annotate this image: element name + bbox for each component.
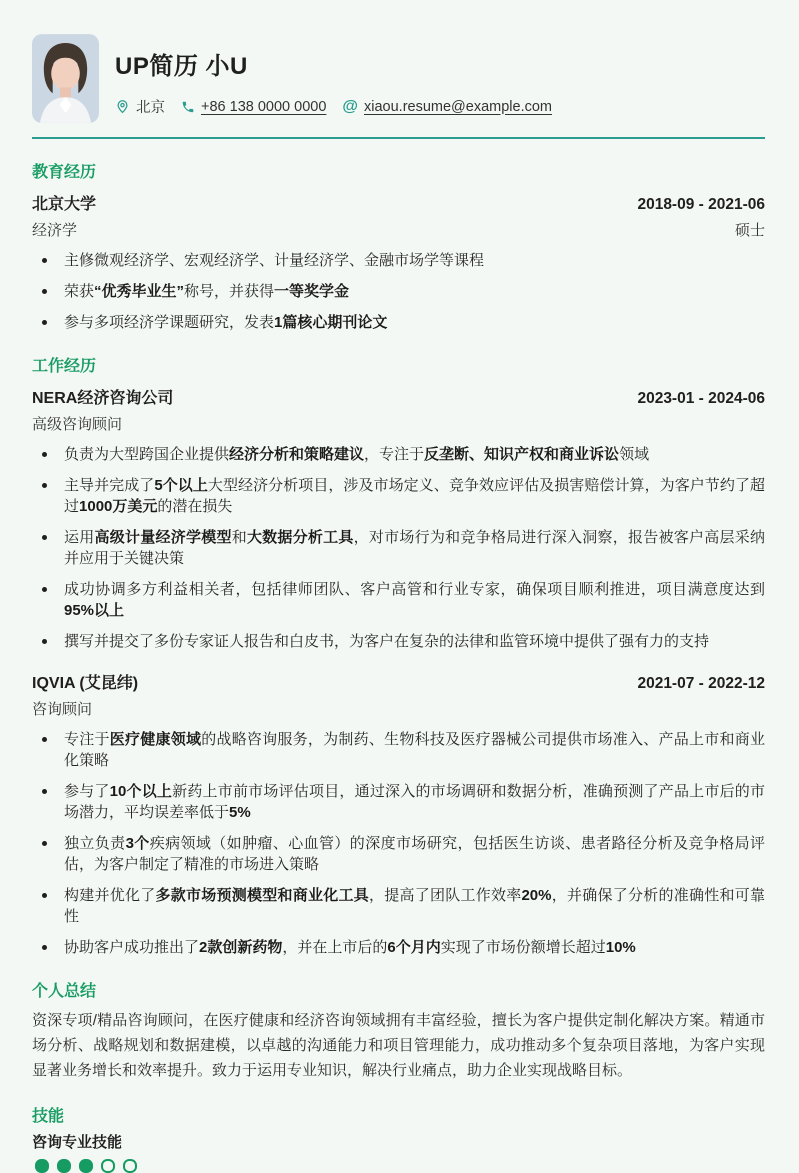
bullet-text: 运用 [64,529,95,546]
bullet-list [32,250,765,333]
bullet-text: 构建并优化了 [64,887,156,904]
bullet-item [32,937,765,958]
location-text: 北京 [136,100,165,116]
bullet-text: 和 [231,529,247,546]
organization-name: IQVIA (艾昆纬) [32,675,139,692]
resume-header [32,34,765,123]
bullet-text-bold: 20% [521,887,552,904]
bullet-text: 的潜在损失 [157,498,233,515]
entry-subtitle-row [32,413,765,434]
profile-photo [32,34,99,123]
bullet-item [32,527,765,569]
organization-name: 北京大学 [32,196,97,213]
bullet-text-bold: 经济分析和策略建议 [229,446,365,463]
experience-entry [32,191,765,333]
bullet-list [32,729,765,958]
rating-dot-empty [101,1159,115,1173]
contact-row [115,96,552,117]
bullet-text-bold: 高级计量经济学模型 [94,529,232,546]
bullet-item [32,312,765,333]
bullet-text: ，并确保了分析的准确性和可靠性 [64,887,765,925]
work-entries [32,385,765,958]
bullet-text: 成功协调多方利益相关者，包括律师团队、客户高管和行业专家，确保项目顺利推进，项目满意度达到 [64,581,765,598]
role-or-major: 经济学 [32,222,78,239]
bullet-item [32,475,765,517]
bullet-text: 主修微观经济学、宏观经济学、计量经济学、金融市场学等课程 [64,252,485,269]
bullet-text-bold: 大数据分析工具 [246,529,354,546]
entry-subtitle-row [32,219,765,240]
location-pin-icon [115,99,130,114]
bullet-text: 参与多项经济学课题研究，发表 [64,314,275,331]
bullet-text: 专注于 [64,731,110,748]
bullet-text-bold: 95%以上 [64,602,125,619]
section-title-education: 教育经历 [32,164,97,181]
bullet-text: 参与了 [64,783,110,800]
rating-dot-empty [123,1159,137,1173]
bullet-text-bold: 10个以上 [109,783,173,800]
section-title-skills: 技能 [32,1108,65,1125]
bullet-text-bold: 医疗健康领域 [109,731,202,748]
candidate-name: UP简历 小U [115,53,248,80]
bullet-item [32,833,765,875]
bullet-text: 协助客户成功推出了 [64,939,200,956]
bullet-text: ，对市场行为和竞争格局进行深入洞察，报告被客户高层采纳并应用于关键决策 [64,529,765,567]
role-or-major: 咨询顾问 [32,701,93,718]
bullet-text: 主导并完成了 [64,477,155,494]
bullet-text-bold: 1000万美元 [79,498,158,515]
date-range: 2023-01 - 2024-06 [637,390,765,407]
section-title-work: 工作经历 [32,358,97,375]
bullet-item [32,781,765,823]
bullet-text-bold: 反垄断、知识产权和商业诉讼 [424,446,620,463]
bullet-text: 新药上市前市场评估项目，通过深入的市场调研和数据分析，准确预测了产品上市后的市场潜力，平均误差率低于 [64,783,765,821]
bullet-item [32,250,765,271]
bullet-text: 撰写并提交了多份专家证人报告和白皮书，为客户在复杂的法律和监管环境中提供了强有力的支持 [64,633,710,650]
bullet-text-bold: 5个以上 [154,477,208,494]
rating-dot-filled [57,1159,71,1173]
bullet-text-bold: 5% [229,804,251,821]
bullet-text-bold: 3个 [125,835,150,852]
bullet-text-bold: 10% [605,939,636,956]
header-info [115,34,552,123]
at-icon: @ [342,97,358,115]
bullet-text-bold: “优秀毕业生” [94,283,185,300]
bullet-text: 大型经济分析项目，涉及市场定义、竞争效应评估及损害赔偿计算，为客户节约了超过 [64,477,765,515]
bullet-text: 称号，并获得 [184,283,275,300]
bullet-text-bold: 一等奖学金 [274,283,350,300]
bullet-text: ，专注于 [364,446,425,463]
skill-item [32,1131,765,1173]
bullet-item [32,281,765,302]
bullet-text: 独立负责 [64,835,126,852]
skill-name: 咨询专业技能 [32,1134,123,1151]
bullet-item [32,444,765,465]
section-education [32,159,765,333]
header-divider [32,137,765,139]
degree-or-note: 硕士 [734,222,765,239]
phone-text: +86 138 0000 0000 [201,98,327,115]
section-work [32,353,765,958]
bullet-text: ，提高了团队工作效率 [368,887,522,904]
entry-header-row [32,385,765,408]
organization-name: NERA经济咨询公司 [32,390,174,407]
experience-entry [32,385,765,652]
entry-header-row [32,670,765,693]
skills-list [32,1131,765,1173]
rating-dot-filled [35,1159,49,1173]
education-entries [32,191,765,333]
email-link[interactable] [342,99,552,115]
bullet-item [32,579,765,621]
summary-text: 资深专项/精品咨询顾问，在医疗健康和经济咨询领域拥有丰富经验，擅长为客户提供定制化解决方案。精通市场分析、战略规划和数据建模，以卓越的沟通能力和项目管理能力，成功推动多个复杂项目落地，为客户实现显著业务增长和效率提升。致力于运用专业知识，解决行业痛点，助力企业实现战略目标。 [32,1012,765,1079]
section-skills [32,1103,765,1173]
bullet-list [32,444,765,652]
bullet-item [32,729,765,771]
date-range: 2021-07 - 2022-12 [637,675,765,692]
entry-subtitle-row [32,698,765,719]
bullet-text: 荣获 [64,283,95,300]
phone-link[interactable] [181,99,326,115]
email-text: xiaou.resume@example.com [364,98,552,115]
profile-photo-illustration [32,34,99,123]
rating-dot-filled [79,1159,93,1173]
bullet-text: 的战略咨询服务，为制药、生物科技及医疗器械公司提供市场准入、产品上市和商业化策略 [64,731,765,769]
date-range: 2018-09 - 2021-06 [637,196,765,213]
entry-header-row [32,191,765,214]
bullet-text: 疾病领域（如肿瘤、心血管）的深度市场研究，包括医生访谈、患者路径分析及竞争格局评估，为客户制定了精准的市场进入策略 [64,835,765,873]
experience-entry [32,670,765,958]
bullet-item [32,631,765,652]
bullet-text-bold: 2款创新药物 [199,939,283,956]
location-item [115,96,165,117]
role-or-major: 高级咨询顾问 [32,416,123,433]
section-title-summary: 个人总结 [32,983,97,1000]
bullet-text: 实现了市场份额增长超过 [440,939,606,956]
bullet-item [32,885,765,927]
bullet-text: 领域 [619,446,650,463]
bullet-text-bold: 多款市场预测模型和商业化工具 [155,887,369,904]
bullet-text: ，并在上市后的 [282,939,388,956]
bullet-text-bold: 6个月内 [387,939,441,956]
bullet-text-bold: 1篇核心期刊论文 [274,314,388,331]
bullet-text: 负责为大型跨国企业提供 [64,446,230,463]
phone-icon [181,100,195,114]
section-summary [32,978,765,1083]
skill-rating [35,1159,765,1173]
